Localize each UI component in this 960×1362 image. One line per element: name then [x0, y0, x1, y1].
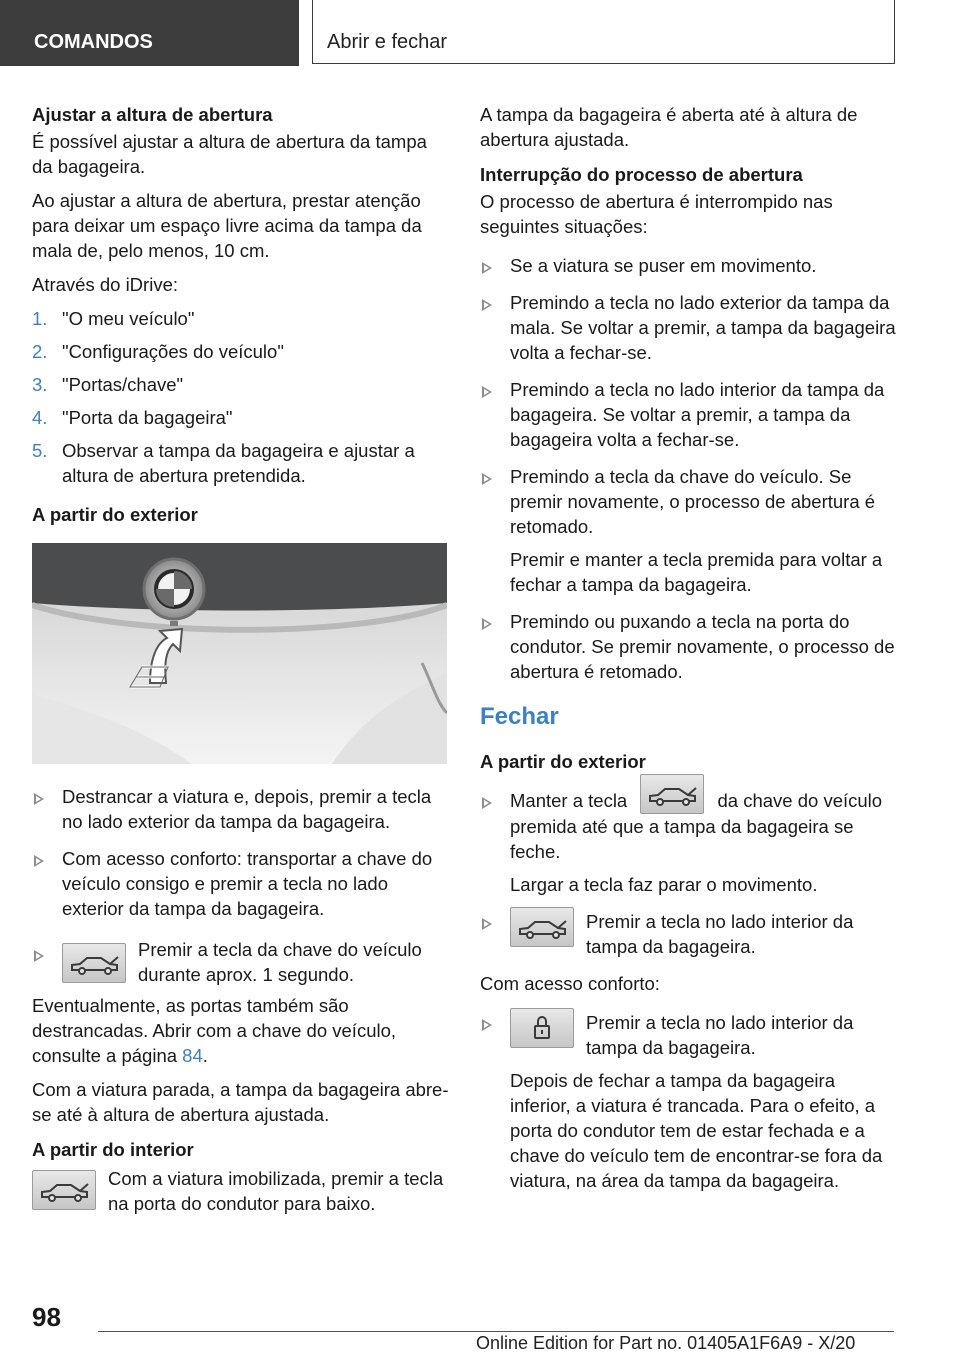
- heading-opening-height: Ajustar a altura de abertura: [32, 104, 273, 125]
- list-item: [480, 377, 898, 452]
- bullet-text: Premindo a tecla no lado exterior da tampa da mala. Se voltar a premir, a tampa da bagageira volta a fechar-se.: [510, 292, 896, 363]
- page-footer: [0, 1290, 960, 1362]
- step-text: "Portas/chave": [62, 374, 184, 395]
- interior-row: [32, 1166, 450, 1216]
- bullet-text: Se a viatura se puser em movimento.: [510, 255, 817, 276]
- step-text: Observar a tampa da bagageira e ajustar a altura de abertura pretendida.: [62, 440, 415, 486]
- heading-from-outside: A partir do exterior: [32, 504, 198, 525]
- step-number: 2.: [32, 341, 48, 362]
- list-item: [480, 609, 898, 684]
- step-number: 1.: [32, 308, 48, 329]
- paragraph-text: Eventualmente, as portas também são destrancadas. Abrir com a chave do veículo, consulte a página: [32, 995, 397, 1066]
- list-item: [32, 941, 450, 987]
- step-number: 4.: [32, 407, 48, 428]
- bullet-text: Manter a tecla: [510, 790, 628, 811]
- car-tailgate-key-icon: [32, 1170, 96, 1210]
- lock-icon: [510, 1008, 574, 1048]
- heading-from-inside: A partir do interior: [32, 1139, 194, 1160]
- interruption-bullets: [480, 253, 898, 684]
- step-item: [32, 405, 450, 430]
- close-bullets: [480, 788, 898, 959]
- bullet-triangle-icon: [34, 793, 44, 805]
- bullet-triangle-icon: [482, 797, 492, 809]
- section-title-close: Fechar: [480, 703, 559, 730]
- car-tailgate-key-icon: [62, 943, 126, 983]
- bullet-triangle-icon: [482, 386, 492, 398]
- bullet-triangle-icon: [34, 950, 44, 962]
- bullet-subtext: Premir e manter a tecla premida para voltar a fechar a tampa da bagageira.: [510, 549, 883, 595]
- step-text: "O meu veículo": [62, 308, 195, 329]
- paragraph: O processo de abertura é interrompido nas seguintes situações:: [480, 191, 833, 237]
- chapter-label: Abrir e fechar: [312, 0, 895, 64]
- paragraph: A tampa da bagageira é aberta até à altura de abertura ajustada.: [480, 104, 858, 150]
- bullet-text: da chave do veículo premida até que a tampa da bagageira se feche.: [510, 790, 883, 863]
- comfort-bullets: [480, 1010, 898, 1193]
- car-tailgate-key-icon: [640, 774, 704, 814]
- paragraph: [32, 993, 450, 1068]
- step-number: 5.: [32, 440, 48, 461]
- list-item: [32, 846, 450, 921]
- left-column: [32, 102, 450, 1216]
- bullet-text: Premindo a tecla no lado interior da tampa da bagageira. Se voltar a premir, a tampa da bagageira volta a fechar-se.: [510, 379, 885, 450]
- list-item: [32, 784, 450, 834]
- car-tailgate-key-icon: [510, 907, 574, 947]
- paragraph: Com a viatura parada, a tampa da bagageira abre-se até à altura de abertura ajustada.: [32, 1079, 449, 1125]
- bullet-triangle-icon: [482, 1019, 492, 1031]
- bullet-text: Destrancar a viatura e, depois, premir a tecla no lado exterior da tampa da bagageira.: [62, 786, 432, 832]
- list-item: [480, 1010, 898, 1193]
- step-number: 3.: [32, 374, 48, 395]
- paragraph: Com acesso conforto:: [480, 973, 660, 995]
- bullet-triangle-icon: [482, 262, 492, 274]
- list-item: [480, 788, 898, 897]
- key-row: [62, 941, 450, 987]
- edition-text: Online Edition for Part no. 01405A1F6A9 - X/20: [476, 1333, 856, 1353]
- bullet-text: Premindo ou puxando a tecla na porta do condutor. Se premir novamente, o processo de abertura é retomado.: [510, 611, 895, 682]
- heading-interruption: Interrupção do processo de abertura: [480, 164, 803, 185]
- bullet-triangle-icon: [482, 299, 492, 311]
- bullet-text: Premir a tecla no lado interior da tampa da bagageira.: [586, 1012, 854, 1059]
- idrive-steps: [32, 306, 450, 488]
- paragraph: Através do iDrive:: [32, 274, 178, 295]
- heading-close-from-outside: A partir do exterior: [480, 751, 646, 772]
- bullet-triangle-icon: [482, 473, 492, 485]
- bullet-subtext: Depois de fechar a tampa da bagageira inferior, a viatura é trancada. Para o efeito, a porta do condutor tem de estar fechada e a chave do veículo tem de encontrar-se fora da viatura, na área da tampa da bagageira.: [510, 1070, 883, 1192]
- step-item: [32, 372, 450, 397]
- list-item: [480, 464, 898, 597]
- paragraph: É possível ajustar a altura de abertura da tampa da bagageira.: [32, 131, 427, 177]
- page-number: 98: [32, 1302, 61, 1332]
- step-item: [32, 306, 450, 331]
- bullet-subtext: Largar a tecla faz parar o movimento.: [510, 874, 818, 896]
- step-item: [32, 339, 450, 364]
- bullet-triangle-icon: [482, 918, 492, 930]
- step-text: "Porta da bagageira": [62, 407, 233, 428]
- paragraph: Ao ajustar a altura de abertura, prestar atenção para deixar um espaço livre acima da tampa da mala de, pelo menos, 10 cm.: [32, 190, 422, 261]
- bullet-triangle-icon: [34, 855, 44, 867]
- key-bullet-text: Premir a tecla da chave do veículo durante aprox. 1 segundo.: [138, 939, 422, 985]
- step-item: [32, 438, 450, 488]
- paragraph-text: .: [202, 1045, 208, 1066]
- bullet-triangle-icon: [482, 618, 492, 630]
- list-item: [480, 253, 898, 278]
- section-label: COMANDOS: [0, 0, 299, 66]
- tailgate-illustration-icon: [32, 543, 447, 764]
- interior-text: Com a viatura imobilizada, premir a tecla na porta do condutor para baixo.: [108, 1168, 444, 1214]
- page-84-link[interactable]: 84: [182, 1045, 203, 1066]
- bullet-text: Premindo a tecla da chave do veículo. Se premir novamente, o processo de abertura é retomado.: [510, 466, 876, 537]
- bullet-text: Premir a tecla no lado interior da tampa da bagageira.: [586, 911, 854, 958]
- outside-bullets: [32, 784, 450, 987]
- list-item: [480, 290, 898, 365]
- footer-divider: [98, 1331, 894, 1332]
- tailgate-button-illustration: [32, 543, 447, 764]
- right-column: [480, 102, 898, 1205]
- page-header: [0, 0, 960, 66]
- bullet-text: Com acesso conforto: transportar a chave do veículo consigo e premir a tecla no lado exterior da tampa da bagageira.: [62, 848, 433, 919]
- step-text: "Configurações do veículo": [62, 341, 284, 362]
- list-item: [480, 909, 898, 959]
